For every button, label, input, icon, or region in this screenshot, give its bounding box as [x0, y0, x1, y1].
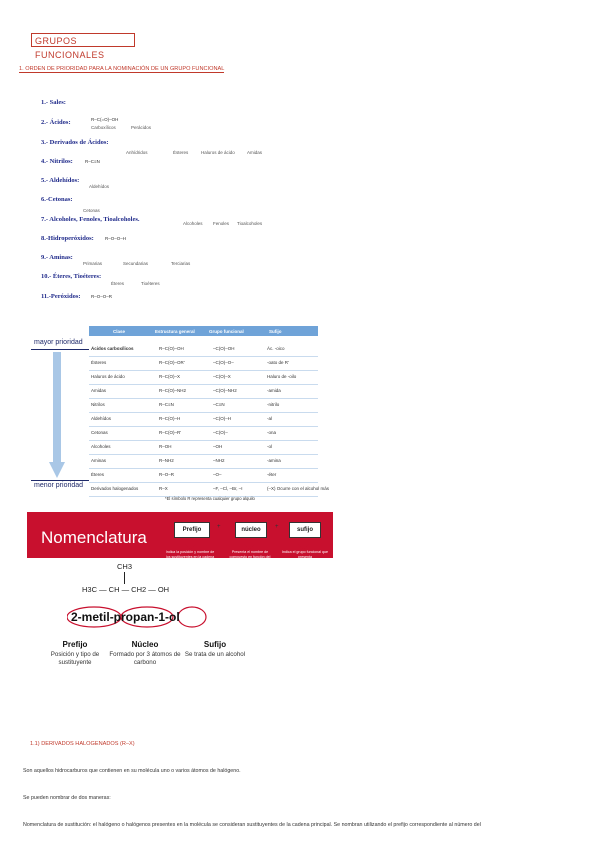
- class-cell: Cetonas: [91, 430, 108, 435]
- estructura-cell: R–C(O)–NH2: [159, 388, 187, 393]
- grupo-cell: –NH2: [213, 458, 225, 463]
- fg-item-eteres: 10.- Éteres, Tioéteres:: [41, 273, 102, 280]
- fg-item-peroxidos: 11.-Peróxidos:: [41, 293, 81, 300]
- estructura-cell: R–C(O)–OR': [159, 360, 185, 365]
- sufijo-box: sufijo: [289, 522, 321, 538]
- class-cell: Ésteres: [91, 360, 107, 365]
- nucleo-box: núcleo: [235, 522, 267, 538]
- molecule-methyl: CH3: [117, 562, 133, 571]
- grupo-cell: –C(O)–H: [213, 416, 232, 421]
- grupo-cell: –O–: [213, 472, 222, 477]
- class-cell: Ácidos carboxílicos: [91, 346, 134, 351]
- deriv-name-haluros: Haluros de ácido: [201, 150, 235, 155]
- class-cell: Aminas: [91, 458, 107, 463]
- priority-table-row: [89, 370, 318, 385]
- name-part-sufijo: 1-ol: [158, 610, 180, 624]
- priority-table-row: [89, 468, 318, 483]
- nomenclature-title: Nomenclatura: [41, 528, 147, 547]
- estructura-cell: R–C(O)–H: [159, 416, 181, 421]
- header-grupo: Grupo funcional: [209, 329, 244, 334]
- priority-table-row: [89, 384, 318, 399]
- fg-item-aldehidos: 5.- Aldehídos:: [41, 177, 80, 184]
- class-cell: Alcoholes: [91, 444, 111, 449]
- amina-name-terciarias: Terciarias: [171, 261, 191, 266]
- grupo-cell: –C(O)–OH: [213, 346, 235, 351]
- priority-table-row: [89, 398, 318, 413]
- hidroperoxido-structure: R–O–O–H: [105, 236, 127, 241]
- sufijo-cell: Ác. -oico: [267, 346, 285, 351]
- grupo-cell: –F, –Cl, –Br, –I: [213, 486, 243, 491]
- deriv-name-anhidridos: Anhídridos: [126, 150, 148, 155]
- fg-item-nitrilos: 4.- Nitrilos:: [41, 158, 73, 165]
- cetona-name: Cetonas: [83, 208, 100, 213]
- acid-name-peracidos: Perácidos: [131, 125, 152, 130]
- label-sufijo: Sufijo: [203, 640, 227, 649]
- functional-groups-list: [41, 95, 291, 310]
- paragraph-sustitucion: Nomenclatura de sustitución: el halógeno o halógenos presentes en la molécula se consideran sustituyentes de la cadena principal. Se nombran utilizando el prefijo correspondiente al número del: [23, 822, 481, 828]
- estructura-cell: R–C(O)–X: [159, 374, 181, 379]
- nucleo-note: Presenta el nombre de compuesto en función del número de átomos de carbono más largo: [225, 550, 275, 568]
- deriv-name-esteres: Ésteres: [173, 150, 189, 155]
- nitrile-structure: R–C≡N: [85, 159, 100, 164]
- estructura-cell: R–O–R: [159, 472, 175, 477]
- class-cell: Nitrilos: [91, 402, 105, 407]
- plus-sign-1: +: [217, 524, 221, 530]
- aldehido-name: Aldehídos: [89, 184, 110, 189]
- eter-name-eteres: Éteres: [111, 281, 125, 286]
- sufijo-cell: -éter: [267, 472, 277, 477]
- grupo-cell: –C(O)–X: [213, 374, 231, 379]
- molecule-chain: H3C — CH — CH2 — OH: [82, 585, 170, 594]
- alcohol-name-alcoholes: Alcoholes: [183, 221, 203, 226]
- nomenclature-figure: [27, 512, 333, 688]
- name-part-nucleo: -propan-: [109, 610, 159, 624]
- sufijo-cell: -nitrilo: [267, 402, 280, 407]
- priority-table-row: [89, 454, 318, 469]
- page-title: GRUPOS FUNCIONALES: [31, 33, 135, 47]
- compound-name: [71, 610, 180, 624]
- priority-table-row: [89, 412, 318, 427]
- priority-table-row: [89, 426, 318, 441]
- molecule-bond: [124, 572, 125, 584]
- eter-name-tioeteres: Tioéteres: [141, 281, 160, 286]
- amina-name-primarias: Primarias: [83, 261, 103, 266]
- fg-item-cetonas: 6.-Cetonas:: [41, 196, 73, 203]
- estructura-cell: R–C(O)–OH: [159, 346, 184, 351]
- class-cell: Aldehídos: [91, 416, 112, 421]
- priority-footnote: *El símbolo R representa cualquier grupo alquilo: [165, 496, 255, 501]
- priority-high-label: mayor prioridad: [34, 339, 83, 346]
- sufijo-cell: -oato de R': [267, 360, 289, 365]
- priority-table-row: [89, 440, 318, 455]
- peroxido-structure: R–O–O–R: [91, 294, 113, 299]
- fg-item-aminas: 9.- Aminas:: [41, 254, 73, 261]
- section-heading-halogenados: 1.1) DERIVADOS HALOGENADOS (R–X): [30, 741, 135, 747]
- name-part-prefijo: 2-metil: [71, 610, 110, 624]
- grupo-cell: –C(O)–O–: [213, 360, 234, 365]
- acid-structure: R–C(=O)–OH: [91, 117, 119, 122]
- prefijo-box: Prefijo: [174, 522, 210, 538]
- sufijo-cell: -al: [267, 416, 273, 421]
- grupo-cell: –C(O)–: [213, 430, 228, 435]
- box-arrows: [27, 538, 333, 550]
- header-sufijo: Sufijo: [269, 329, 282, 334]
- prefijo-note: Indica la posición y nombre de los sustituyentes en la cadena principal: [165, 550, 215, 564]
- priority-high-marker: [31, 339, 89, 350]
- priority-low-label: menor prioridad: [34, 482, 84, 489]
- class-cell: Derivados halogenados: [91, 486, 139, 491]
- desc-prefijo: Posición y tipo de sustituyente: [50, 651, 100, 666]
- priority-table: [29, 318, 330, 508]
- grupo-cell: –C≡N: [213, 402, 225, 407]
- paragraph-definition: Son aquellos hidrocarburos que contienen en su molécula uno o varios átomos de halógeno.: [23, 768, 241, 774]
- sufijo-cell: -amina: [267, 458, 281, 463]
- estructura-cell: R–C(O)–R': [159, 430, 182, 435]
- priority-table-row: [89, 356, 318, 371]
- header-clase: Clase: [113, 329, 126, 334]
- priority-table-row: [89, 482, 330, 497]
- priority-table-row: [89, 342, 318, 357]
- sufijo-cell: -ol: [267, 444, 273, 449]
- class-cell: Amidas: [91, 388, 107, 393]
- class-cell: Haluros de ácido: [91, 374, 125, 379]
- estructura-cell: R–OH: [159, 444, 172, 449]
- estructura-cell: R–C≡N: [159, 402, 174, 407]
- estructura-cell: R–X: [159, 486, 168, 491]
- fg-item-derivados: 3.- Derivados de Ácidos:: [41, 139, 109, 146]
- estructura-cell: R–NH2: [159, 458, 174, 463]
- paragraph-two-ways: Se pueden nombrar de dos maneras:: [23, 795, 111, 801]
- fg-item-hidroperoxidos: 8.-Hidroperóxidos:: [41, 235, 94, 242]
- label-prefijo: Prefijo: [62, 640, 88, 649]
- fg-item-acidos: 2.- Ácidos:: [41, 119, 71, 126]
- deriv-name-amidas: Amidas: [247, 150, 263, 155]
- alcohol-name-fenoles: Fenoles: [213, 221, 230, 226]
- sufijo-cell: -amida: [267, 388, 281, 393]
- grupo-cell: –OH: [213, 444, 223, 449]
- header-estructura: Estructura general: [155, 329, 195, 334]
- alcohol-name-tioalcoholes: Tioalcoholes: [237, 221, 263, 226]
- acid-name-carboxilicos: Carboxílicos: [91, 125, 116, 130]
- sufijo-cell: -ona: [267, 430, 277, 435]
- label-nucleo: Núcleo: [131, 640, 159, 649]
- priority-low-marker: [31, 480, 89, 491]
- desc-sufijo: Se trata de un alcohol: [184, 651, 246, 658]
- section-heading-priority: 1. ORDEN DE PRIORIDAD PARA LA NOMINACIÓN DE UN GRUPO FUNCIONAL: [19, 66, 225, 72]
- grupo-cell: –C(O)–NH2: [213, 388, 237, 393]
- priority-table-header: [89, 326, 318, 336]
- fg-item-alcoholes: 7.- Alcoholes, Fenoles, Tioalcoholes.: [41, 216, 140, 223]
- amina-name-secundarias: Secundarias: [123, 261, 149, 266]
- sufijo-note: Indica el grupo funcional que presenta: [282, 550, 328, 559]
- sufijo-cell: (–X) Ocurre con el alcohol más: [267, 486, 330, 491]
- plus-sign-2: +: [275, 524, 279, 530]
- priority-arrow: [49, 352, 65, 480]
- desc-nucleo: Formado por 3 átomos de carbono: [109, 651, 181, 666]
- class-cell: Éteres: [91, 472, 105, 477]
- sufijo-cell: Haluro de -oilo: [267, 374, 297, 379]
- fg-item-sales: 1.- Sales:: [41, 99, 66, 106]
